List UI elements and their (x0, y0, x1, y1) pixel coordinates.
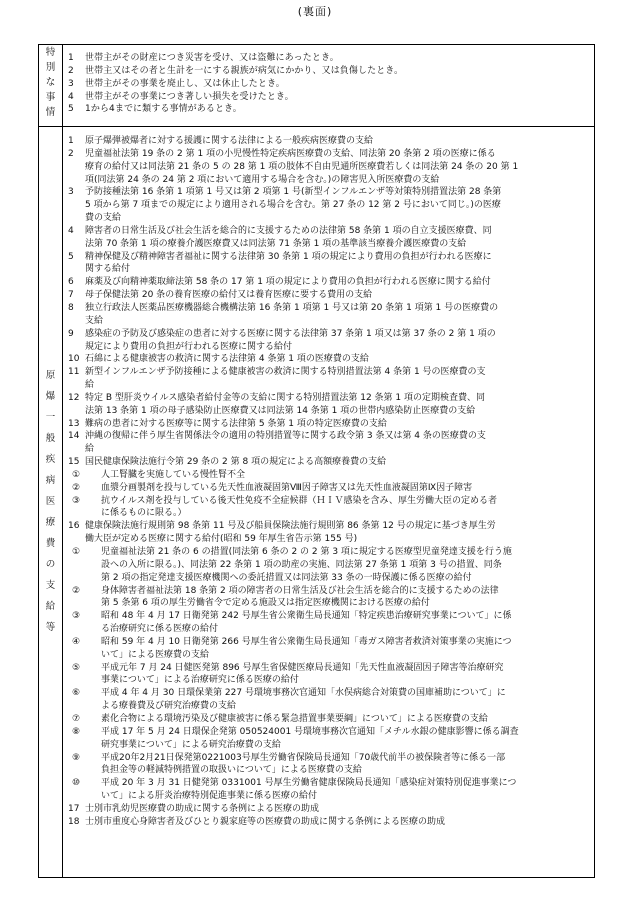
item-number: 4 (68, 91, 74, 102)
item-text-line: 療育の給付又は同法第 21 条の 5 の 28 第 1 項の肢体不自由児通所医療費若しくは同法第 24 条の 20 第 1 (85, 161, 519, 172)
item-text-line: 児童福祉法第 21 条の 6 の措置(同法第 6 条の 2 の 2 第 3 項に規定する医療型児童発達支援を行う施 (101, 547, 512, 557)
item-number: ⑥ (72, 688, 81, 699)
medical-subitem (68, 546, 591, 585)
item-text-line: 費の支給 (85, 213, 122, 224)
item-number: ⑩ (72, 778, 81, 789)
medical-header-char: 般 (45, 433, 56, 444)
medical-subitem (68, 636, 591, 662)
special-header-char: 別 (45, 62, 56, 73)
item-number: 15 (68, 457, 80, 468)
item-text-line: 健康保険法施行規則第 98 条第 11 号及び船員保険法施行規則第 86 条第 12 号の規定に基づき厚生労 (85, 521, 496, 532)
item-number: 12 (68, 392, 80, 403)
item-text-line: 第 5 条第 6 項の厚生労働省令で定める施設又は指定医療機関における医療の給付 (101, 598, 430, 609)
item-number: ② (72, 482, 81, 493)
item-text-line: 平成 17 年 5 月 24 日環保企発第 050524001 号環境事務次官通知「メチル水銀の健康影響に係る調査 (101, 726, 519, 737)
item-text-line: 特定 B 型肝炎ウイルス感染者給付金等の支給に関する特別措置法第 12 条第 1 項の定期検査費、同 (85, 392, 485, 403)
item-number: ⑨ (72, 752, 81, 763)
item-text-line: 沖縄の復帰に伴う厚生省関係法令の適用の特別措置等に関する政令第 3 条又は第 4 条の医療費の支 (85, 431, 486, 442)
medical-header-char: 病 (45, 475, 56, 486)
item-number: 7 (68, 290, 74, 301)
medical-item (68, 430, 591, 456)
medical-item (68, 803, 591, 816)
item-text-line: いて」による肝炎治療特別促進事業に係る医療の給付 (101, 791, 318, 802)
item-number: 1 (68, 53, 74, 63)
item-text-line: 精神保健及び精神障害者福祉に関する法律第 30 条第 1 項の規定により費用の負担が行われる医療に (85, 251, 492, 262)
item-number: ③ (72, 611, 81, 622)
item-text-line: 身体障害者福祉法第 18 条第 2 項の障害者の日常生活及び社会生活を総合的に支援するための法律 (101, 585, 499, 596)
item-text-line: 母子保健法第 20 条の養育医療の給付又は養育医療に要する費用の支給 (85, 290, 373, 301)
item-text-line: 法第 70 条第 1 項の療養介護医療費又は同法第 71 条第 1 項の基準該当療養介護医療費の支給 (85, 238, 467, 249)
item-text-line: 国民健康保険法施行令第 29 条の 2 第 8 項の規定による高額療養費の支給 (85, 457, 387, 468)
item-text-line: 設への入所に限る。)、同法第 22 条第 1 項の助産の実施、同法第 27 条第 1 項第 3 号の措置、同条 (101, 559, 502, 570)
medical-subitem (68, 726, 591, 752)
item-text: 世帯主又はその者と生計を一にする親族が病気にかかり、又は負傷したとき。 (85, 65, 404, 76)
medical-subitem (68, 495, 591, 521)
item-number: 13 (68, 418, 80, 429)
medical-item (68, 353, 591, 366)
item-text-line: 独立行政法人医薬品医療機器総合機構法第 16 条第 1 項第 1 号又は第 20 条第 1 項第 1 号の医療費の (85, 302, 499, 313)
item-text-line: 原子爆弾被爆者に対する援護に関する法律による一般疾病医療費の支給 (85, 136, 374, 146)
item-text-line: いて」による医療費の支給 (101, 649, 210, 660)
item-text-line: 士別市重度心身障害者及びひとり親家庭等の医療費の助成に関する条例による医療の助成 (85, 816, 446, 827)
medical-subitem (68, 469, 591, 482)
item-text-line: に係るものに限る。） (101, 508, 187, 519)
special-circumstances-list (68, 52, 591, 116)
medical-item (68, 186, 591, 225)
item-text-line: 給 (85, 380, 95, 391)
item-text-line: 平成 20 年 3 月 31 日健発第 0331001 号厚生労働省健康保険局長通知「感染症対策特別促進事業につ (101, 778, 517, 789)
item-text-line: 関する給付 (85, 264, 131, 275)
medical-subitem (68, 687, 591, 713)
item-text-line: 児童福祉法第 19 条の 2 第 1 項の小児慢性特定疾病医療費の支給、同法第 20 条第 2 項の医療に係る (85, 148, 496, 159)
item-text-line: 第 2 項の指定発達支援医療機関への委託措置又は同法第 33 条の一時保護に係る医療の給付 (101, 572, 472, 583)
medical-item (68, 366, 591, 392)
medical-item (68, 148, 591, 187)
item-text: 世帯主がその事業につき著しい損失を受けたとき。 (85, 91, 294, 102)
medical-item (68, 251, 591, 277)
medical-subitem (68, 585, 591, 611)
medical-header-char: 給 (45, 601, 56, 612)
item-text-line: 感染症の予防及び感染症の患者に対する医療に関する法律第 37 条第 1 項又は第 37 条の 2 第 1 項の (85, 328, 496, 339)
medical-item (68, 392, 591, 418)
medical-header-char: 医 (45, 496, 56, 507)
item-text-line: 規定により費用の負担が行われる医療に関する給付 (85, 341, 293, 352)
document-table (38, 44, 595, 878)
medical-subitem (68, 752, 591, 778)
medical-header-char: 費 (45, 538, 56, 549)
item-number: 3 (68, 187, 74, 198)
medical-expenses-header (39, 127, 63, 877)
item-text: 世帯主がその事業を廃止し、又は休止したとき。 (85, 78, 285, 89)
item-number: 11 (68, 367, 80, 378)
item-text-line: 昭和 59 年 4 月 10 日衛発第 266 号厚生省公衆衛生局長通知「毒ガス障害者救済対策事業の実施につ (101, 636, 512, 647)
item-number: ② (72, 585, 81, 596)
medical-item (68, 302, 591, 328)
special-item (68, 78, 591, 91)
medical-subitem (68, 713, 591, 726)
item-text-line: 平成元年 7 月 24 日健医発第 896 号厚生省保健医療局長通知「先天性血液凝固因子障害等治療研究 (101, 662, 504, 673)
item-text-line: 働大臣が定める医療に関する給付(昭和 59 年厚生省告示第 155 号) (85, 534, 358, 545)
item-text-line: よる療養費及び研究治療費の支給 (101, 701, 237, 712)
item-number: ⑧ (72, 726, 81, 737)
item-number: ① (72, 469, 81, 480)
item-text-line: 予防接種法第 16 条第 1 項第 1 号又は第 2 項第 1 号(新型インフルエンザ等対策特別措置法第 28 条第 (85, 187, 502, 198)
item-number: 9 (68, 328, 74, 339)
item-number: 14 (68, 431, 80, 442)
special-header-char: 事 (45, 92, 56, 103)
item-number: 5 (68, 251, 74, 262)
page-title: (裏面) (297, 5, 333, 18)
item-text-line: 難病の患者に対する医療等に関する法律第 5 条第 1 項の特定医療費の支給 (85, 418, 387, 429)
special-circumstances-content (63, 45, 594, 126)
item-text-line: 法第 13 条第 1 項の母子感染防止医療費又は同法第 14 条第 1 項の世帯内感染防止医療費の支給 (85, 405, 476, 416)
item-number: 17 (68, 803, 80, 814)
item-number: ④ (72, 636, 81, 647)
item-number: 16 (68, 521, 80, 532)
item-number: ① (72, 547, 81, 557)
item-text-line: る治療研究に係る医療の給付 (101, 624, 219, 635)
special-item (68, 52, 591, 65)
item-text-line: 新型インフルエンザ予防接種による健康被害の救済に関する特別措置法第 4 条第 1 号の医療費の支 (85, 367, 486, 378)
medical-expenses-content (63, 127, 594, 877)
medical-item (68, 135, 591, 148)
item-text-line: 事業について」による治療研究に係る医療の給付 (101, 675, 299, 686)
item-text-line: 平成 4 年 4 月 30 日環保業第 227 号環境事務次官通知「水俣病総合対策費の国庫補助について」に (101, 688, 506, 699)
medical-subitem (68, 662, 591, 688)
item-text-line: 血漿分画製剤を投与している先天性血液凝固第Ⅷ因子障害又は先天性血液凝固第Ⅸ因子障害 (101, 482, 473, 493)
medical-header-char: 原 (45, 370, 56, 381)
item-text-line: 士別市乳幼児医療費の助成に関する条例による医療の助成 (85, 803, 320, 814)
special-item (68, 65, 591, 78)
medical-item (68, 816, 591, 829)
medical-header-char: 爆 (45, 391, 56, 402)
medical-header-char: 疾 (45, 454, 56, 465)
item-text-line: 抗ウイルス剤を投与している後天性免疫不全症候群（ＨＩＶ感染を含み、厚生労働大臣の定める者 (101, 495, 498, 506)
item-number: ③ (72, 495, 81, 506)
item-text: 1から4までに類する事情があるとき。 (85, 104, 242, 115)
medical-header-char: 一 (45, 412, 56, 423)
item-number: 2 (68, 148, 74, 159)
item-text-line: 支給 (85, 315, 104, 326)
special-item (68, 91, 591, 104)
medical-item (68, 276, 591, 289)
item-text-line: 平成20年2月21日保発第0221003号厚生労働省保険局長通知「70歳代前半の被保険者等に係る一部 (101, 752, 506, 763)
special-item (68, 103, 591, 116)
item-text-line: 素化合物による環境汚染及び健康被害に係る緊急措置事業要綱」について」による医療費の支給 (101, 713, 488, 724)
special-header-char: な (45, 77, 56, 88)
item-text-line: 昭和 48 年 4 月 17 日衛発第 242 号厚生省公衆衛生局長通知「特定疾患治療研究事業について」に係 (101, 611, 512, 622)
item-number: ⑦ (72, 713, 81, 724)
medical-subitem (68, 610, 591, 636)
medical-subitem (68, 777, 591, 803)
item-text: 世帯主がその財産につき災害を受け、又は盗難にあったとき。 (85, 53, 339, 63)
special-header-char: 特 (45, 47, 56, 58)
medical-subitem (68, 482, 591, 495)
item-number: 2 (68, 65, 74, 76)
medical-item (68, 225, 591, 251)
item-number: 6 (68, 277, 74, 288)
special-circumstances-header (39, 45, 63, 126)
medical-header-char: 等 (45, 622, 56, 633)
special-header-char: 情 (45, 107, 56, 118)
medical-item (68, 289, 591, 302)
item-number: 8 (68, 302, 74, 313)
item-text-line: 5 項から第 7 項までの規定により適用される場合を含む。第 27 条の 12 第 2 号において同じ。)の医療 (85, 200, 501, 211)
item-text-line: 障害者の日常生活及び社会生活を総合的に支援するための法律第 58 条第 1 項の自立支援医療費、同 (85, 225, 492, 236)
item-number: 1 (68, 136, 74, 146)
medical-item (68, 456, 591, 469)
item-number: 3 (68, 78, 74, 89)
item-number: 4 (68, 225, 74, 236)
item-text-line: 研究事業について」による研究治療費の支給 (101, 739, 281, 750)
medical-header-char: 療 (45, 517, 56, 528)
item-text-line: 項(同法第 24 条の 24 第 2 項において適用する場合を含む。)の障害児入所医療費の支給 (85, 174, 440, 185)
medical-item (68, 520, 591, 546)
medical-item (68, 328, 591, 354)
item-text-line: 麻薬及び向精神薬取締法第 58 条の 17 第 1 項の規定により費用の負担が行われる医療に関する給付 (85, 277, 491, 288)
medical-header-char: 支 (45, 580, 56, 591)
item-number: 5 (68, 104, 74, 115)
medical-header-char: の (45, 559, 56, 570)
medical-item (68, 418, 591, 431)
item-text-line: 負担金等の軽減特例措置の取扱いについて」による医療費の支給 (101, 765, 362, 776)
item-text-line: 給 (85, 444, 95, 455)
item-text-line: 人工腎臓を実施している慢性腎不全 (101, 469, 246, 480)
item-number: 18 (68, 816, 80, 827)
item-text-line: 石綿による健康被害の救済に関する法律第 4 条第 1 項の医療費の支給 (85, 354, 369, 365)
item-number: ⑤ (72, 662, 81, 673)
medical-expenses-list (68, 135, 591, 829)
item-number: 10 (68, 354, 80, 365)
